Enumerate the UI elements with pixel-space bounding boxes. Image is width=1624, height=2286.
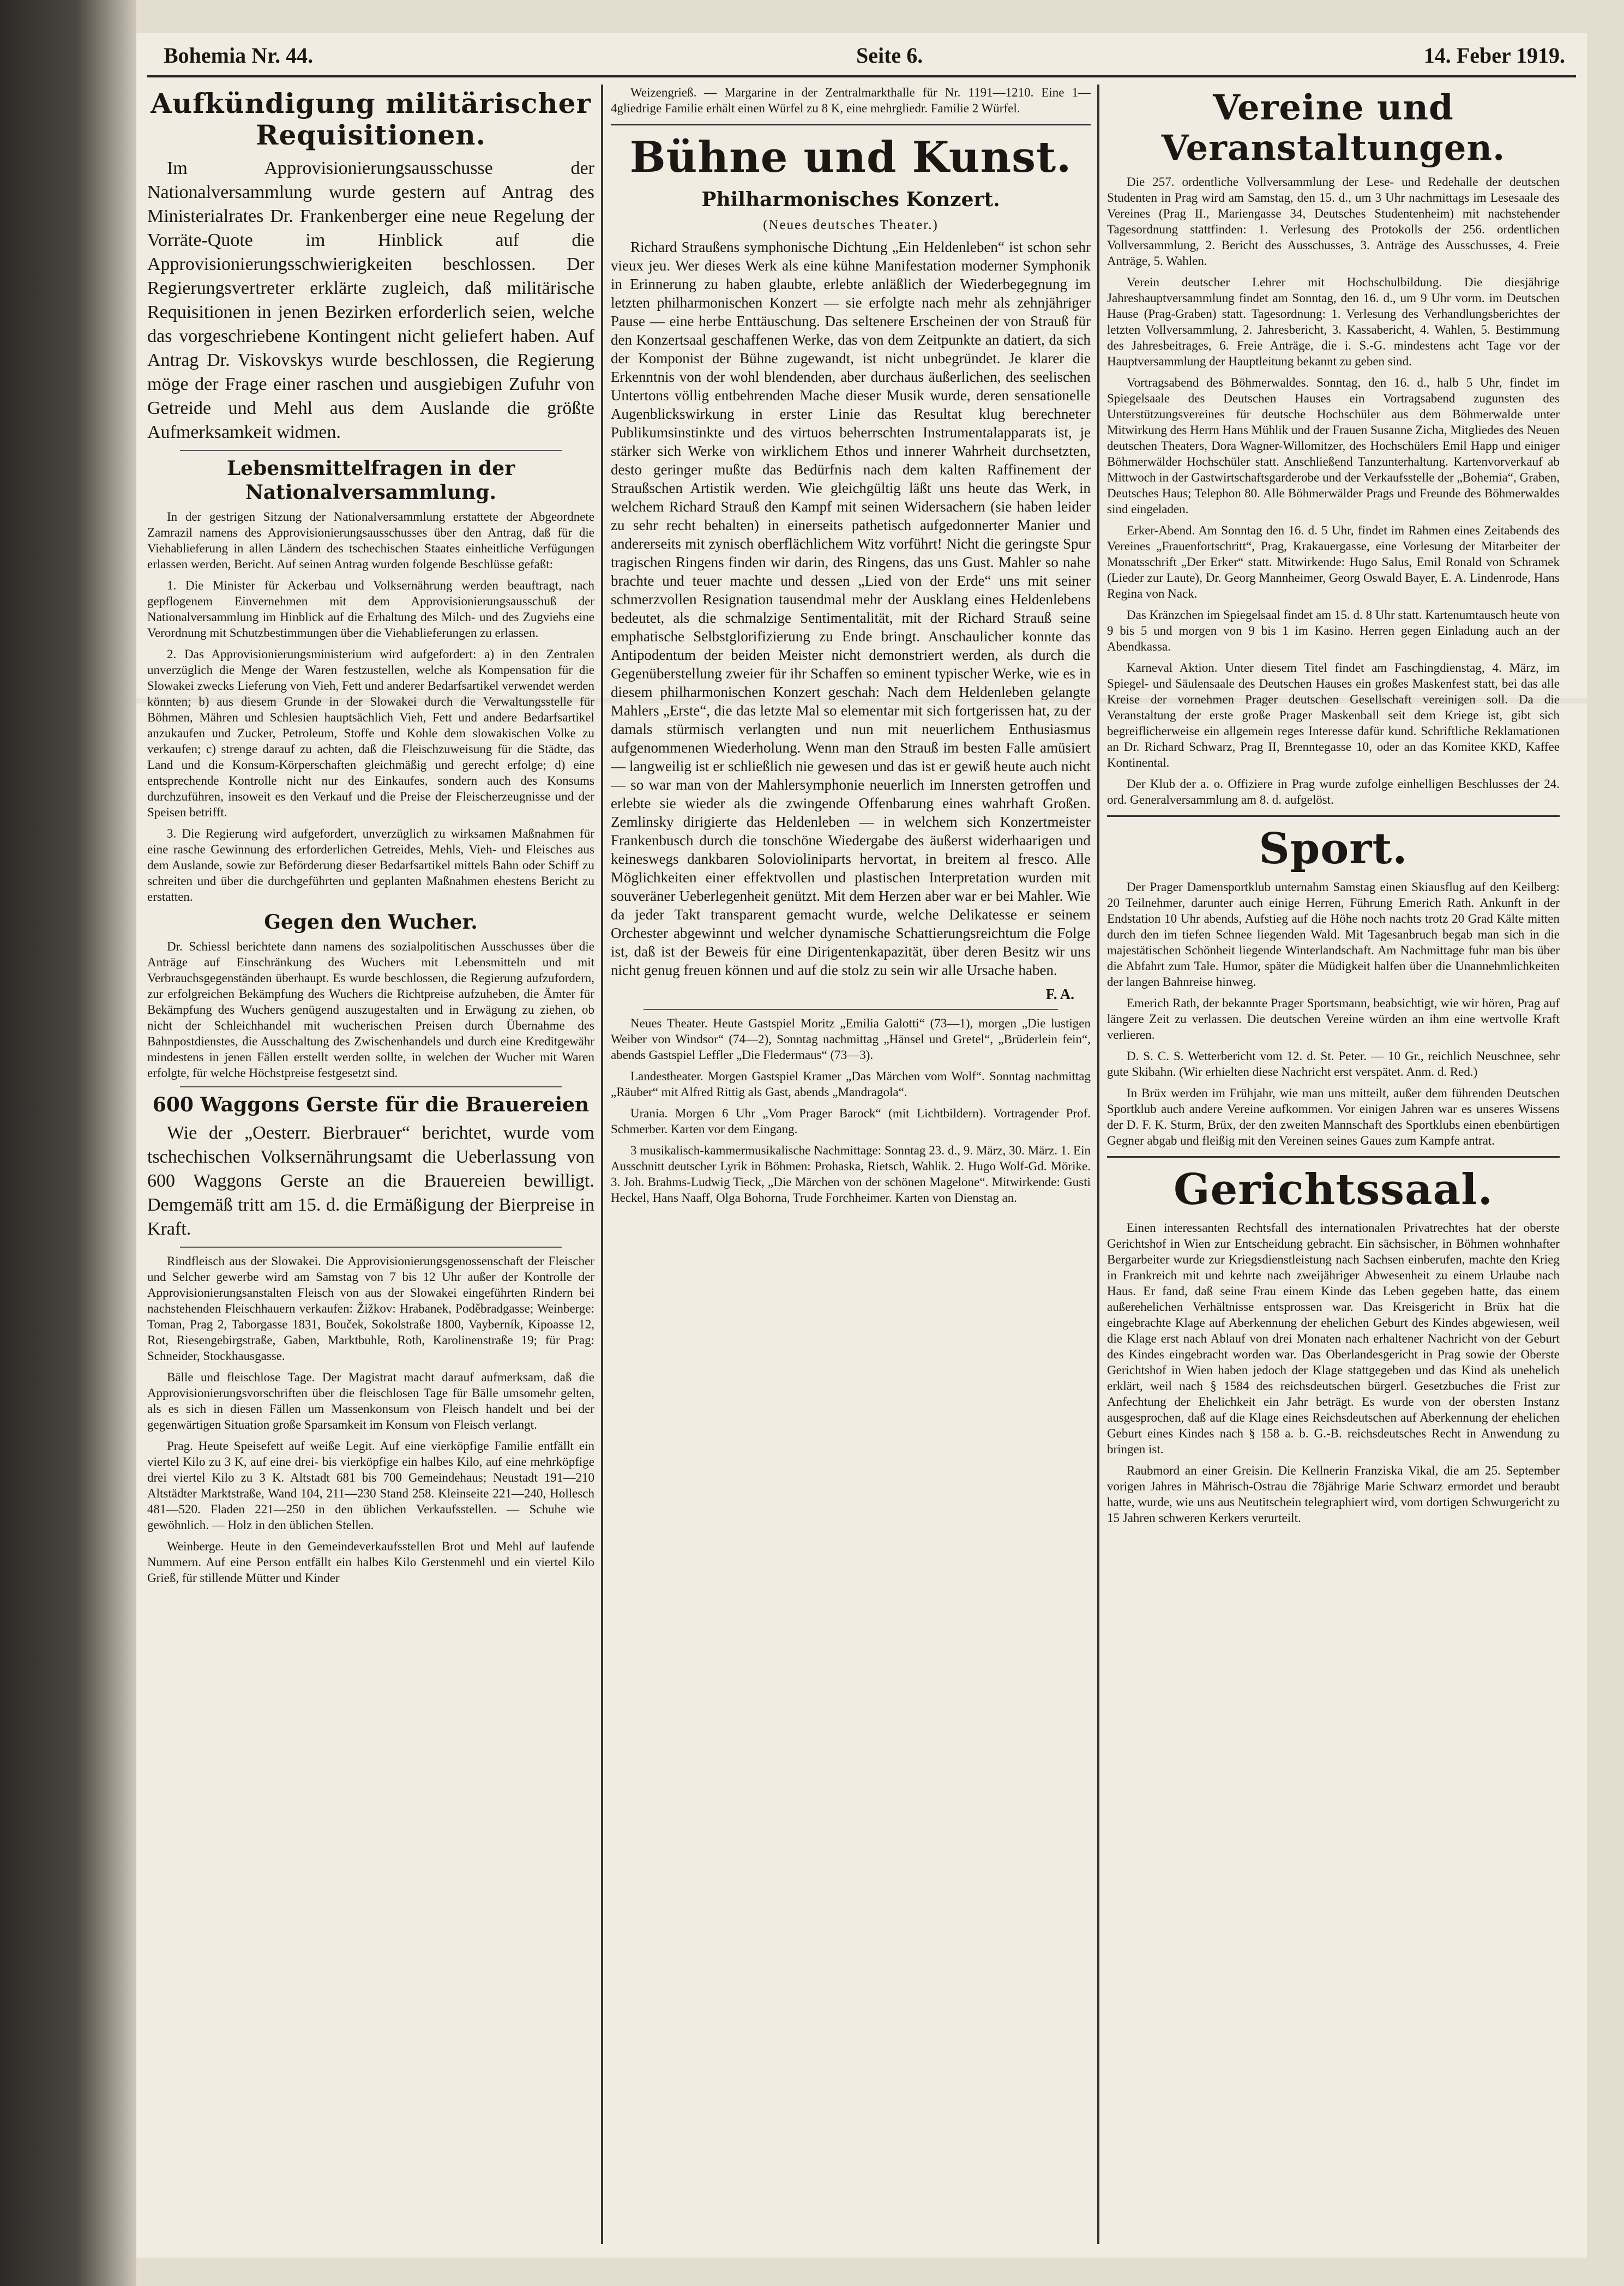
review-paragraph: Richard Straußens symphonische Dichtung „Ein Heldenleben“ ist schon sehr vieux jeu. Wer dieses Werk als eine kühne Manifestation moderner Symphonik in Erinnerung zu haben glaubte, erlebte anläßlich der Wiederbegegnung im letzten philharmonischen Konzert — sie erfolgte nach mehr als zehnjähriger Pause — eine herbe Enttäuschung. Das seltenere Erscheinen der von Strauß für den Konzertsaal geschaffenen Werke, das von dem Zeitpunkte an datiert, da sich der Komponist der Bühne zugewandt, ist nicht unbegründet. Je klarer die Erkenntnis von der wohl blendenden, aber durchaus äußerlichen, des seelischen Untertons völlig entbehrenden Mache dieser Musik wurde, deren sensationelle Augenblickswirkung in erster Linie das Resultat klug berechneter Publikumsinstinkte und des virtuos beherrschten Instrumentalapparats ist, je stärker sich Werke von wirklichem Ethos und innerer Wahrheit durchsetzten, desto geringer mußte das Bedürfnis nach dem kalten Raffinement der Straußschen Artistik werden. Wie gleichgültig läßt uns heute das Werk, in welchem Richard Strauß den Kampf mit seinen Widersachern (sie haben leider zu sehr recht behalten) in einerseits pathetisch aufgedonnerter Manier und andererseits mit zynisch oberflächlichem Witz vorführt! Nicht die geringste Spur tragischen Ringens finden wir darin, des Ringens, das uns Gust. Mahler so nahe brachte und teuer machte und dessen „Lied von der Erde“ uns mit seiner schmerzvollen Resignation tausendmal mehr der Ausklang eines Heldenlebens bedeutet, als die schmalzige Sentimentalität, mit der Richard Strauß seine emphatische Selbstglorifizierung zu Ende bringt. Anschaulicher konnte das Antipodentum der beiden Meister nicht demonstriert werden, als durch die Gegenüberstellung zweier für ihr Schaffen so eminent typischer Werke, wie es in diesem philharmonischen Konzert geschah: Nach dem Heldenleben gelangte Mahlers „Erste“, die das letzte Mal so elementar mit sich fortgerissen hat, zu der damals stürmisch verlangten und nun mit neuerlichem Enthusiasmus aufgenommenen Wiederholung. Wenn man den Strauß im besten Falle amüsiert — langweilig ist er schließlich nie gewesen und das ist er gewiß heute auch nicht — so war man von der Mahlersymphonie neuerlich im Innersten getroffen und erlebte sie wieder als die zwingende Offenbarung eines wahrhaft Großen. Zemlinsky dirigierte das Heldenleben — in welchem sich Konzertmeister Frankenbusch durch die tonschöne Wiedergabe des äußerst widerhaarigen und keineswegs dankbaren Solovioliniparts hervortat, in breitem al fresco. Alle Möglichkeiten einer effektvollen und plastischen Interpretation wurden mit souveräner Ueberlegenheit genützt. Mit dem Herzen aber war er bei Mahler. Wie da jeder Takt transparent gemacht wurde, welche Delikatesse er seinem Orchester abgewinnt und welcher dynamische Schattierungsreichtum die Folge ist, daß ist der Beweis für eine Dirigentenkapazität, über deren Besitz wir uns nicht genug freuen können und auf die stolz zu sein wir alle Ursache haben. <box>611 239 1091 978</box>
notice-paragraph: Bälle und fleischlose Tage. Der Magistrat macht darauf aufmerksam, daß die Approvisionierungsvorschriften über die fleischlosen Tage für Bälle umsomehr gelten, als es sich in diesen Fällen um Massenkonsum von Fleisch handelt und bei der gegenwärtigen Situation große Sparsamkeit im Konsum von Fleisch verlangt. <box>147 1370 594 1431</box>
author-signature: F. A. <box>1045 986 1074 1002</box>
newspaper-page <box>136 33 1587 2258</box>
sport-paragraph: In Brüx werden im Frühjahr, wie man uns mitteilt, außer dem führenden Deutschen Sportklub auch andere Vereine aufkommen. Vor einigen Jahren war es unseres Wissens der D. F. K. Sturm, Brüx, der den zweiten Mannschaft des Sportklubs einen ebenbürtigen Gegner abgab und fleißig mit den Vereinen seines Gaues zum Kampfe antrat. <box>1107 1086 1560 1147</box>
headline-concert: Philharmonisches Konzert. <box>701 188 1000 211</box>
notice-paragraph: Rindfleisch aus der Slowakei. Die Approvisionierungsgenossenschaft der Fleischer und Selcher gewerbe wird am Samstag von 7 bis 12 Uhr außer der Kontrolle der Approvisionierungsanstalten Fleisch von aus der Slowakei eingeführten Rindern bei nachstehenden Fleischhauern verkaufen: Žižkov: Hrabanek, Poděbradgasse; Weinberge: Toman, Prag 2, Taborgasse 1831, Bouček, Sokolstraße 1800, Vayberník, Kipoasse 12, Rot, Riesengebirgstraße, Gaben, Marktbuhle, Roth, Karolinenstraße 19; für Prag: Schneider, Stockhausgasse. <box>147 1254 594 1363</box>
page-number: Seite 6. <box>856 43 923 68</box>
headline-usury: Gegen den Wucher. <box>264 911 478 934</box>
separator <box>643 1009 1058 1010</box>
separator <box>1107 815 1560 817</box>
notice-paragraph: Erker-Abend. Am Sonntag den 16. d. 5 Uhr, findet im Rahmen eines Zeitabends des Vereines „Frauenfortschritt“, Prag, Krakauergasse, eine Vorlesung der Mitarbeiter der Monatsschrift „Der Erker“ statt. Mitwirkende: Hugo Salus, Emil Ronald von Schramek (Lieder zur Laute), Dr. Georg Mannheimer, Georg Oswald Bayer, E. A. Lindenrode, Hans Regina von Nack. <box>1107 524 1560 600</box>
article-paragraph: 1. Die Minister für Ackerbau und Volksernährung werden beauftragt, nach gepflogenem Einvernehmen mit dem Approvisionierungsausschuß der Nationalversammlung im Hinblick auf die Erhaltung des Milch- und des Zugviehs eine Verordnung mit Schutzbestimmungen über die Viehablieferungen zu erlassen. <box>147 579 594 640</box>
theatre-notice: Landestheater. Morgen Gastspiel Kramer „Das Märchen vom Wolf“. Sonntag nachmittag „Räuber“ mit Alfred Rittig als Gast, abends „Mandragola“. <box>611 1069 1091 1099</box>
notice-paragraph: Weinberge. Heute in den Gemeindeverkaufsstellen Brot und Mehl auf laufende Nummern. Auf eine Person entfällt ein halbes Kilo Gerstenmehl und ein viertel Kilo Grieß, für stillende Mütter und Kinder <box>147 1539 594 1585</box>
notice-paragraph: Weizengrieß. — Margarine in der Zentralmarkthalle für Nr. 1191—1210. Eine 1—4gliedrige Familie erhält einen Würfel zu 8 K, eine mehrgliedr. Familie 2 Würfel. <box>611 86 1091 115</box>
article-paragraph: Im Approvisionierungsausschusse der Nationalversammlung wurde gestern auf Antrag des Ministerialrates Dr. Frankenberger eine neue Regelung der Vorräte-Quote im Hinblick auf die Approvisionierungsschwierigkeiten beschlossen. Der Regierungsvertreter erklärte zugleich, daß militärische Requisitionen in jenen Bezirken erforderlich seien, welche das vorgeschriebene Kontingent nicht geliefert haben. Auf Antrag Dr. Viskovskys wurde beschlossen, die Regierung möge der Frage einer raschen und ausgiebigen Zufuhr von Getreide und Mehl aus dem Auslande die größte Aufmerksamkeit widmen. <box>147 158 594 442</box>
theatre-notice: Urania. Morgen 6 Uhr „Vom Prager Barock“ (mit Lichtbildern). Vortragender Prof. Schmerber. Karten vor dem Eingang. <box>611 1106 1091 1136</box>
section-title-sport: Sport. <box>1259 824 1408 874</box>
column-divider <box>601 85 603 2244</box>
masthead-issue: Bohemia Nr. 44. <box>164 43 314 68</box>
notice-paragraph: Der Klub der a. o. Offiziere in Prag wurde zufolge einhelligen Beschlusses der 24. ord. Generalversammlung am 8. d. aufgelöst. <box>1107 777 1560 807</box>
page-header <box>147 37 1576 70</box>
column-left <box>147 85 594 2244</box>
headline-requisitions: Aufkündigung militärischer Requisitionen. <box>151 87 591 151</box>
notice-paragraph: Die 257. ordentliche Vollversammlung der Lese- und Redehalle der deutschen Studenten in Prag wird am Samstag, den 15. d., um 3 Uhr nachmittags im Lesesaale des Vereines (Prag II., Mariengasse 34, Deutsches Studentenheim) mit nachstehender Tagesordnung stattfinden: 1. Verlesung des Protokolls der 256. ordentlichen Vollversammlung, 2. Bericht des Ausschusses, 3. Anträge des Ausschusses, 4. Freie Anträge, 5. Wahlen. <box>1107 175 1560 268</box>
separator <box>180 1247 562 1248</box>
notice-paragraph: Das Kränzchen im Spiegelsaal findet am 15. d. 8 Uhr statt. Kartenumtausch heute von 9 bis 5 und morgen von 9 bis 1 im Kasino. Herren gegen Einladung auch an der Abendkassa. <box>1107 608 1560 653</box>
court-paragraph: Raubmord an einer Greisin. Die Kellnerin Franziska Vikal, die am 25. September vorigen Jahres in Mährisch-Ostrau die 78jährige Marie Schwarz ermordet und beraubt hatte, wurde, wie uns aus Neutitschein telegraphiert wird, vom dortigen Schwurgericht zu 15 Jahren schweren Kerkers verurteilt. <box>1107 1464 1560 1525</box>
column-divider <box>1097 85 1099 2244</box>
theatre-notice: 3 musikalisch-kammermusikalische Nachmittage: Sonntag 23. d., 9. März, 30. März. 1. Ein Ausschnitt deutscher Lyrik in Böhmen: Prohaska, Rietsch, Wahlik. 2. Hugo Wolf-Gd. Mörike. 3. Joh. Brahms-Ludwig Tieck, „Die Märchen von der schönen Magelone“. Mitwirkende: Gusti Heckel, Hans Naaff, Olga Bohorna, Trude Forchheimer. Karten von Dienstag an. <box>611 1144 1091 1205</box>
article-paragraph: 3. Die Regierung wird aufgefordert, unverzüglich zu wirksamen Maßnahmen für eine rasche Gewinnung des erforderlichen Getreides, Mehls, Vieh- und Fleisches aus dem Auslande, sowie zur Beförderung dieser Bedarfsartikel mittels Bahn oder Schiff zu schreiten und über die durchgeführten und geplanten Maßnahmen ehestens Bericht zu erstatten. <box>147 827 594 904</box>
header-rule <box>147 75 1576 77</box>
article-paragraph: Wie der „Oesterr. Bierbrauer“ berichtet, wurde vom tschechischen Volksernährungsamt die Ueberlassung von 600 Waggons Gerste an die Brauereien bewilligt. Demgemäß tritt am 15. d. die Ermäßigung der Bierpreise in Kraft. <box>147 1123 594 1239</box>
article-paragraph: 2. Das Approvisionierungsministerium wird aufgefordert: a) in den Zentralen unverzüglich die Menge der Waren festzustellen, welche als Kompensation für die Slowakei zwecks Lieferung von Vieh, Fett und anderer Bedarfsartikel verwendet werden könnten; b) aus diesem Grunde in der Slowakei durch die Verwaltungsstelle für Böhmen, Mähren und Schlesien hauptsächlich Vieh, Fett und andere Bedarfsartikel anzukaufen und Zucker, Petroleum, Stoffe und Kohle dem slowakischen Volke zu verkaufen; c) strenge darauf zu achten, daß die Fleischzuweisung für die Städte, das Land und die Konsum-Körperschaften gleichmäßig und gerecht erfolge; d) eine entsprechende Kontrolle nicht nur des Einkaufes, sondern auch des Konsums durchzuführen, insoweit es den Verkauf und die Preise der Fleischerzeugnisse und der Speisen betrifft. <box>147 647 594 819</box>
venue-note: (Neues deutsches Theater.) <box>763 218 939 232</box>
article-paragraph: Dr. Schiessl berichtete dann namens des sozialpolitischen Ausschusses über die Anträge auf Einschränkung des Wuchers mit Lebensmitteln und mit Verbrauchsgegenständen überhaupt. Es wurde beschlossen, die Regierung aufzufordern, zur erfolgreichen Bekämpfung des Wuchers die Richtpreise aufzuheben, die Ämter für Bekämpfung des Wuchers genügend auszugestalten und in Erwägung zu ziehen, ob nicht der Schleichhandel mit wucherischen Preisen durch Übernahme des Bahnpostdienstes, die Ausschaltung des Zwischenhandels und durch eine Kreditgewähr mindestens in jenen Fällen erstellt werden sollte, in welchen der Wucher mit Waren erfolgte, für welche Höchstpreise festgesetzt sind. <box>147 940 594 1080</box>
theatre-notice: Neues Theater. Heute Gastspiel Moritz „Emilia Galotti“ (73—1), morgen „Die lustigen Weiber von Windsor“ (74—2), Sonntag nachmittag „Hänsel und Gretel“, „Brüderlein fein“, abends Gastspiel Leffler „Die Fledermaus“ (73—3). <box>611 1016 1091 1062</box>
sport-paragraph: D. S. C. S. Wetterbericht vom 12. d. St. Peter. — 10 Gr., reichlich Neuschnee, sehr gute Skibahn. (Wir erhielten diese Nachricht erst verspätet. Anm. d. Red.) <box>1107 1049 1560 1079</box>
article-paragraph: In der gestrigen Sitzung der Nationalversammlung erstattete der Abgeordnete Zamrazil namens des Approvisionierungsausschusses über den Antrag, daß für die Viehablieferung in allen Ländern des tschechischen Staates einheitliche Verfügungen erlassen werden, Bericht. Auf seinen Antrag wurden folgende Beschlüsse gefaßt: <box>147 510 594 571</box>
section-title-courtroom: Gerichtssaal. <box>1174 1165 1493 1214</box>
separator <box>611 124 1091 125</box>
sport-paragraph: Der Prager Damensportklub unternahm Samstag einen Skiausflug auf den Keilberg: 20 Teilnehmer, darunter auch einige Herren, Führung Emerich Rath. Ankunft in der Endstation 10 Uhr abends, Aufstieg auf die Höhe noch nachts trotz 20 Grad Kälte mitten durch den im tiefen Schnee liegenden Wald. Mit Tagesanbruch begab man sich in die majestätischen Schönheit liegende Winterlandschaft. Am Nachmittage fuhr man bis über die Abfahrt zum Tale. Humor, später die Müdigkeit halfen über die Unannehmlichkeiten der langen Bahnreise hinweg. <box>1107 880 1560 989</box>
headline-food-questions: Lebensmittelfragen in der Nationalversammlung. <box>226 457 515 504</box>
sport-paragraph: Emerich Rath, der bekannte Prager Sportsmann, beabsichtigt, wie wir hören, Prag auf längere Zeit zu verlassen. Die deutschen Vereine würden an ihm eine wertvolle Kraft verlieren. <box>1107 996 1560 1042</box>
headline-barley: 600 Waggons Gerste für die Brauereien <box>152 1093 590 1116</box>
separator <box>180 1086 562 1087</box>
notice-paragraph: Karneval Aktion. Unter diesem Titel findet am Faschingdienstag, 4. März, im Spiegel- und Säulensaale des Deutschen Hauses ein großes Maskenfest statt, bei das alle Kreise der vornehmen Prager deutschen Gesellschaft vereinigen soll. Da die Veranstaltung der erste große Prager Maskenball seit dem Kriege ist, gibt sich begreiflicherweise ein allgemein reges Interesse dafür kund. Schriftliche Reklamationen an Dr. Richard Schwarz, Prag II, Brenntegasse 10, oder an das Komitee KKD, Kaffee Kontinental. <box>1107 661 1560 769</box>
column-right <box>1107 85 1560 2244</box>
section-title-clubs-events: Vereine und Veranstaltungen. <box>1161 87 1506 169</box>
separator <box>1107 1156 1560 1158</box>
section-title-stage-and-art: Bühne und Kunst. <box>629 133 1072 182</box>
issue-date: 14. Feber 1919. <box>1423 43 1565 68</box>
separator <box>180 450 562 451</box>
notice-paragraph: Verein deutscher Lehrer mit Hochschulbildung. Die diesjährige Jahreshauptversammlung findet am Sonntag, den 16. d., um 9 Uhr vorm. im Deutschen Hause (Prag-Graben) statt. Tagesordnung: 1. Verlesung des Verhandlungsberichtes der letzten Vollversammlung, 2. Jahresbericht, 3. Kassabericht, 4. Wahlen, 5. Bestimmung des Jahresbeitrages, 6. Freie Anträge, die i. S.-G. mindestens acht Tage vor der Hauptversammlung der Hauptleitung bekannt zu geben sind. <box>1107 275 1560 368</box>
court-paragraph: Einen interessanten Rechtsfall des internationalen Privatrechtes hat der oberste Gerichtshof in Wien zur Entscheidung gebracht. Ein sächsischer, in Böhmen wohnhafter Bergarbeiter wurde zur Kriegsdienstleistung nach Sachsen einberufen, machte den Krieg in Frankreich mit und kehrte nach zweijähriger Abwesenheit zu einem Urlaube nach Haus. Er fand, daß seine Frau einem Kinde das Leben gegeben hatte, das einem außerehelichen Verhältnisse entsprossen war. Das Kreisgericht in Brüx hat die eingebrachte Klage auf Aberkennung der ehelichen Geburt des Kindes abgewiesen, weil die Klage erst nach Ablauf von drei Monaten nach erhaltener Nachricht von der Geburt des Kindes eingebracht worden war. Das Oberlandesgericht in Prag sowie der Oberste Gerichtshof in Wien haben jedoch der Klage stattgegeben und das Kind als unehelich erklärt, weil nach § 1584 des reichsdeutschen bürgerl. Gesetzbuches die Frist zur Anfechtung der Ehelichkeit ein Jahr beträgt. Es wurde von der obersten Instanz ausgesprochen, daß auf die Klage eines Reichsdeutschen auf Aberkennung der ehelichen Geburt eines Kindes nach § 158 a. b. G.-B. reichsdeutsches Recht in Anwendung zu bringen ist. <box>1107 1221 1560 1456</box>
scan-margin <box>0 0 136 2286</box>
notice-paragraph: Vortragsabend des Böhmerwaldes. Sonntag, den 16. d., halb 5 Uhr, findet im Spiegelsaale des Deutschen Hauses ein Vortragsabend zugunsten des Unterstützungsvereines für deutsche Hochschüler aus dem Böhmerwalde unter Mitwirkung des Herrn Hans Mühlik und der Frauen Susanne Zicha, Mitgliedes des Neuen deutschen Theaters, Dora Wagner-Willomitzer, des Hochschülers Emil Happ und einiger Böhmerwälder Hochschüler statt. Anschließend Tanzunterhaltung. Kartenvorverkauf ab Mittwoch in der Gastwirtschaftsgarderobe und der Verkaufsstelle der „Bohemia“, Graben, Deutsches Haus; Telephon 80. Alle Böhmerwälder Prags und Freunde des Böhmerwaldes sind eingeladen. <box>1107 376 1560 516</box>
notice-paragraph: Prag. Heute Speisefett auf weiße Legit. Auf eine vierköpfige Familie entfällt ein viertel Kilo zu 3 K, auf eine drei- bis vierköpfige ein halbes Kilo, auf eine mehrköpfige drei viertel Kilo zu 3 K. Altstadt 681 bis 700 Gemeindehaus; Neustadt 191—210 Altstädter Marktstraße, Wand 104, 211—230 Stand 258. Kleinseite 221—240, Hollesch 481—520. Fladen 221—250 in den üblichen Verkaufsstellen. — Schuhe wie gewöhnlich. — Holz in den üblichen Stellen. <box>147 1439 594 1532</box>
column-middle <box>611 85 1091 2244</box>
